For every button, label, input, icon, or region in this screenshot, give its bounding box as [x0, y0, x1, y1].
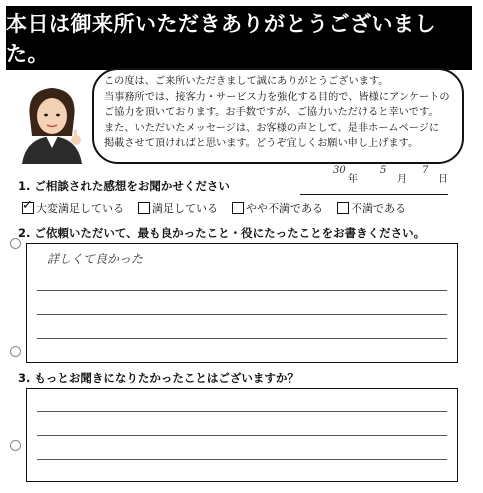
answer-2-text: 詳しくて良かった — [47, 252, 144, 266]
date-year[interactable]: 30 — [333, 165, 346, 176]
binder-hole — [10, 440, 21, 451]
answer-box-3[interactable] — [26, 388, 458, 482]
question-3-label: 3. もっとお聞きになりたかったことはございますか？ — [18, 371, 299, 385]
date-day-unit: 日 — [438, 174, 448, 185]
checkbox-dissatisfied[interactable] — [337, 202, 349, 214]
writing-line — [37, 459, 447, 460]
option-dissatisfied[interactable]: 不満である — [337, 200, 406, 216]
writing-line — [37, 411, 447, 412]
writing-line — [37, 338, 447, 339]
date-day[interactable]: 7 — [422, 165, 429, 176]
checkmark-icon: ✓ — [22, 198, 33, 213]
checkbox-satisfied[interactable] — [138, 202, 150, 214]
binder-hole — [10, 238, 21, 249]
question-1-label: 1. ご相談された感想をお聞かせください — [18, 179, 230, 193]
checkbox-somewhat-dissatisfied[interactable] — [232, 202, 244, 214]
answer-box-2[interactable] — [26, 243, 458, 363]
writing-line — [37, 314, 447, 315]
checkbox-very-satisfied[interactable] — [22, 198, 34, 214]
option-somewhat-dissatisfied[interactable]: やや不満である — [232, 200, 323, 216]
survey-title: 本日は御来所いただきありがとうございました。 — [6, 6, 472, 70]
question-2-label: 2. ご依頼いただいて、最も良かったこと・役にたったことをお書きください。 — [18, 226, 426, 240]
date-underline — [300, 176, 448, 195]
option-very-satisfied[interactable]: ✓ 大変満足している — [22, 198, 124, 215]
date-month-unit: 月 — [397, 174, 407, 185]
date-month[interactable]: 5 — [380, 165, 387, 176]
option-satisfied[interactable]: 満足している — [138, 200, 218, 216]
intro-message: この度は、ご来所いただきまして誠にありがとうございます。 当事務所では、接客力・サービス力を強化する目的で、皆様にアンケートの ご協力を頂いております。お手数ですが、ご協力いただけると幸いです。 また、いただいたメッセージは、お客様の声として、是非ホームページに 掲載させて頂ければと思います。どうぞ宜しくお願い申し上げます。 — [104, 76, 450, 149]
writing-line — [37, 435, 447, 436]
writing-line — [37, 290, 447, 291]
staff-avatar-icon — [12, 78, 92, 164]
binder-hole — [10, 346, 21, 357]
date-year-unit: 年 — [348, 174, 358, 185]
satisfaction-options — [22, 200, 406, 216]
